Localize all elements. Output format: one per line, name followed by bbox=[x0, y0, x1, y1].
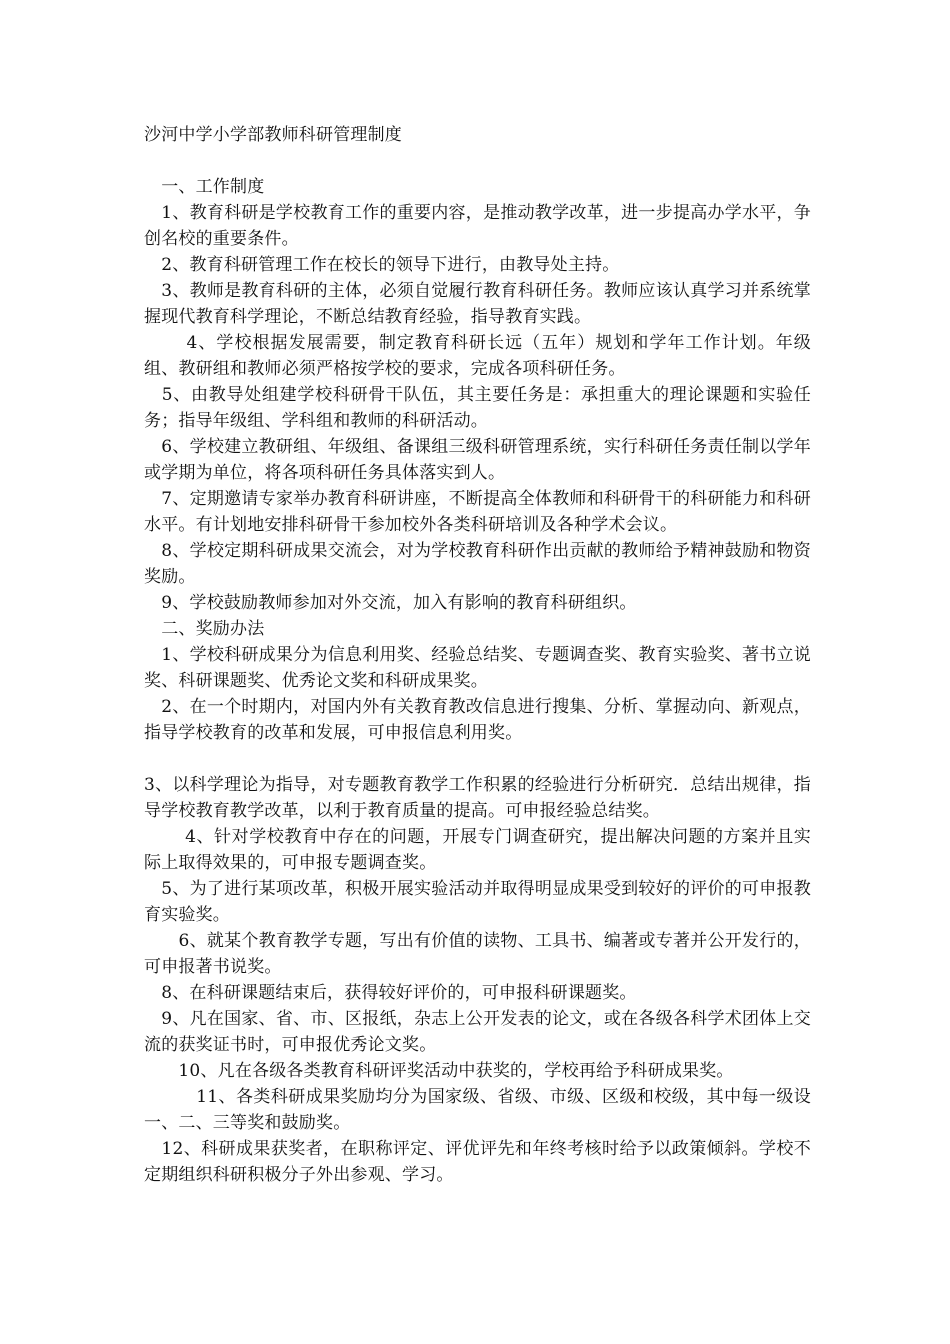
section-work-rules bbox=[144, 174, 811, 616]
section-heading: 二、奖励办法 bbox=[144, 619, 265, 639]
paragraph: 5、为了进行某项改革，积极开展实验活动并取得明显成果受到较好的评价的可申报教育实验奖。 bbox=[144, 879, 811, 925]
document-body bbox=[144, 122, 811, 1188]
section-rewards bbox=[144, 616, 811, 746]
paragraph: 1、学校科研成果分为信息利用奖、经验总结奖、专题调查奖、教育实验奖、著书立说奖、科研课题奖、优秀论文奖和科研成果奖。 bbox=[144, 645, 811, 691]
paragraph: 5、由教导处组建学校科研骨干队伍，其主要任务是：承担重大的理论课题和实验任务；指导年级组、学科组和教师的科研活动。 bbox=[144, 385, 811, 431]
section-rewards-continued bbox=[144, 772, 811, 1188]
paragraph: 4、学校根据发展需要，制定教育科研长远（五年）规划和学年工作计划。年级组、教研组和教师必须严格按学校的要求，完成各项科研任务。 bbox=[144, 333, 811, 379]
paragraph: 4、针对学校教育中存在的问题，开展专门调查研究，提出解决问题的方案并且实际上取得效果的，可申报专题调查奖。 bbox=[144, 827, 811, 873]
paragraph: 1、教育科研是学校教育工作的重要内容，是推动教学改革，进一步提高办学水平，争创名校的重要条件。 bbox=[144, 203, 811, 249]
paragraph: 8、在科研课题结束后，获得较好评价的，可申报科研课题奖。 bbox=[144, 983, 637, 1003]
paragraph: 9、凡在国家、省、市、区报纸，杂志上公开发表的论文，或在各级各科学术团体上交流的获奖证书时，可申报优秀论文奖。 bbox=[144, 1009, 811, 1055]
paragraph: 12、科研成果获奖者，在职称评定、评优评先和年终考核时给予以政策倾斜。学校不定期组织科研积极分子外出参观、学习。 bbox=[144, 1139, 811, 1185]
blank-line bbox=[144, 746, 811, 772]
paragraph: 8、学校定期科研成果交流会，对为学校教育科研作出贡献的教师给予精神鼓励和物资奖励。 bbox=[144, 541, 811, 587]
paragraph: 3、以科学理论为指导，对专题教育教学工作积累的经验进行分析研究．总结出规律，指导学校教育教学改革，以利于教育质量的提高。可申报经验总结奖。 bbox=[144, 775, 811, 821]
paragraph: 6、就某个教育教学专题，写出有价值的读物、工具书、编著或专著并公开发行的，可申报著书说奖。 bbox=[144, 931, 811, 977]
paragraph: 2、在一个时期内，对国内外有关教育教改信息进行搜集、分析、掌握动向、新观点，指导学校教育的改革和发展，可申报信息利用奖。 bbox=[144, 697, 811, 743]
paragraph: 7、定期邀请专家举办教育科研讲座，不断提高全体教师和科研骨干的科研能力和科研水平。有计划地安排科研骨干参加校外各类科研培训及各种学术会议。 bbox=[144, 489, 811, 535]
paragraph: 6、学校建立教研组、年级组、备课组三级科研管理系统，实行科研任务责任制以学年或学期为单位，将各项科研任务具体落实到人。 bbox=[144, 437, 811, 483]
paragraph: 3、教师是教育科研的主体，必须自觉履行教育科研任务。教师应该认真学习并系统掌握现代教育科学理论，不断总结教育经验，指导教育实践。 bbox=[144, 281, 811, 327]
section-heading: 一、工作制度 bbox=[144, 177, 265, 197]
paragraph: 9、学校鼓励教师参加对外交流，加入有影响的教育科研组织。 bbox=[144, 593, 637, 613]
document-title: 沙河中学小学部教师科研管理制度 bbox=[144, 125, 402, 145]
paragraph: 2、教育科研管理工作在校长的领导下进行，由教导处主持。 bbox=[144, 255, 620, 275]
paragraph: 11、各类科研成果奖励均分为国家级、省级、市级、区级和校级，其中每一级设一、二、三等奖和鼓励奖。 bbox=[144, 1087, 811, 1133]
paragraph: 10、凡在各级各类教育科研评奖活动中获奖的，学校再给予科研成果奖。 bbox=[144, 1061, 734, 1081]
